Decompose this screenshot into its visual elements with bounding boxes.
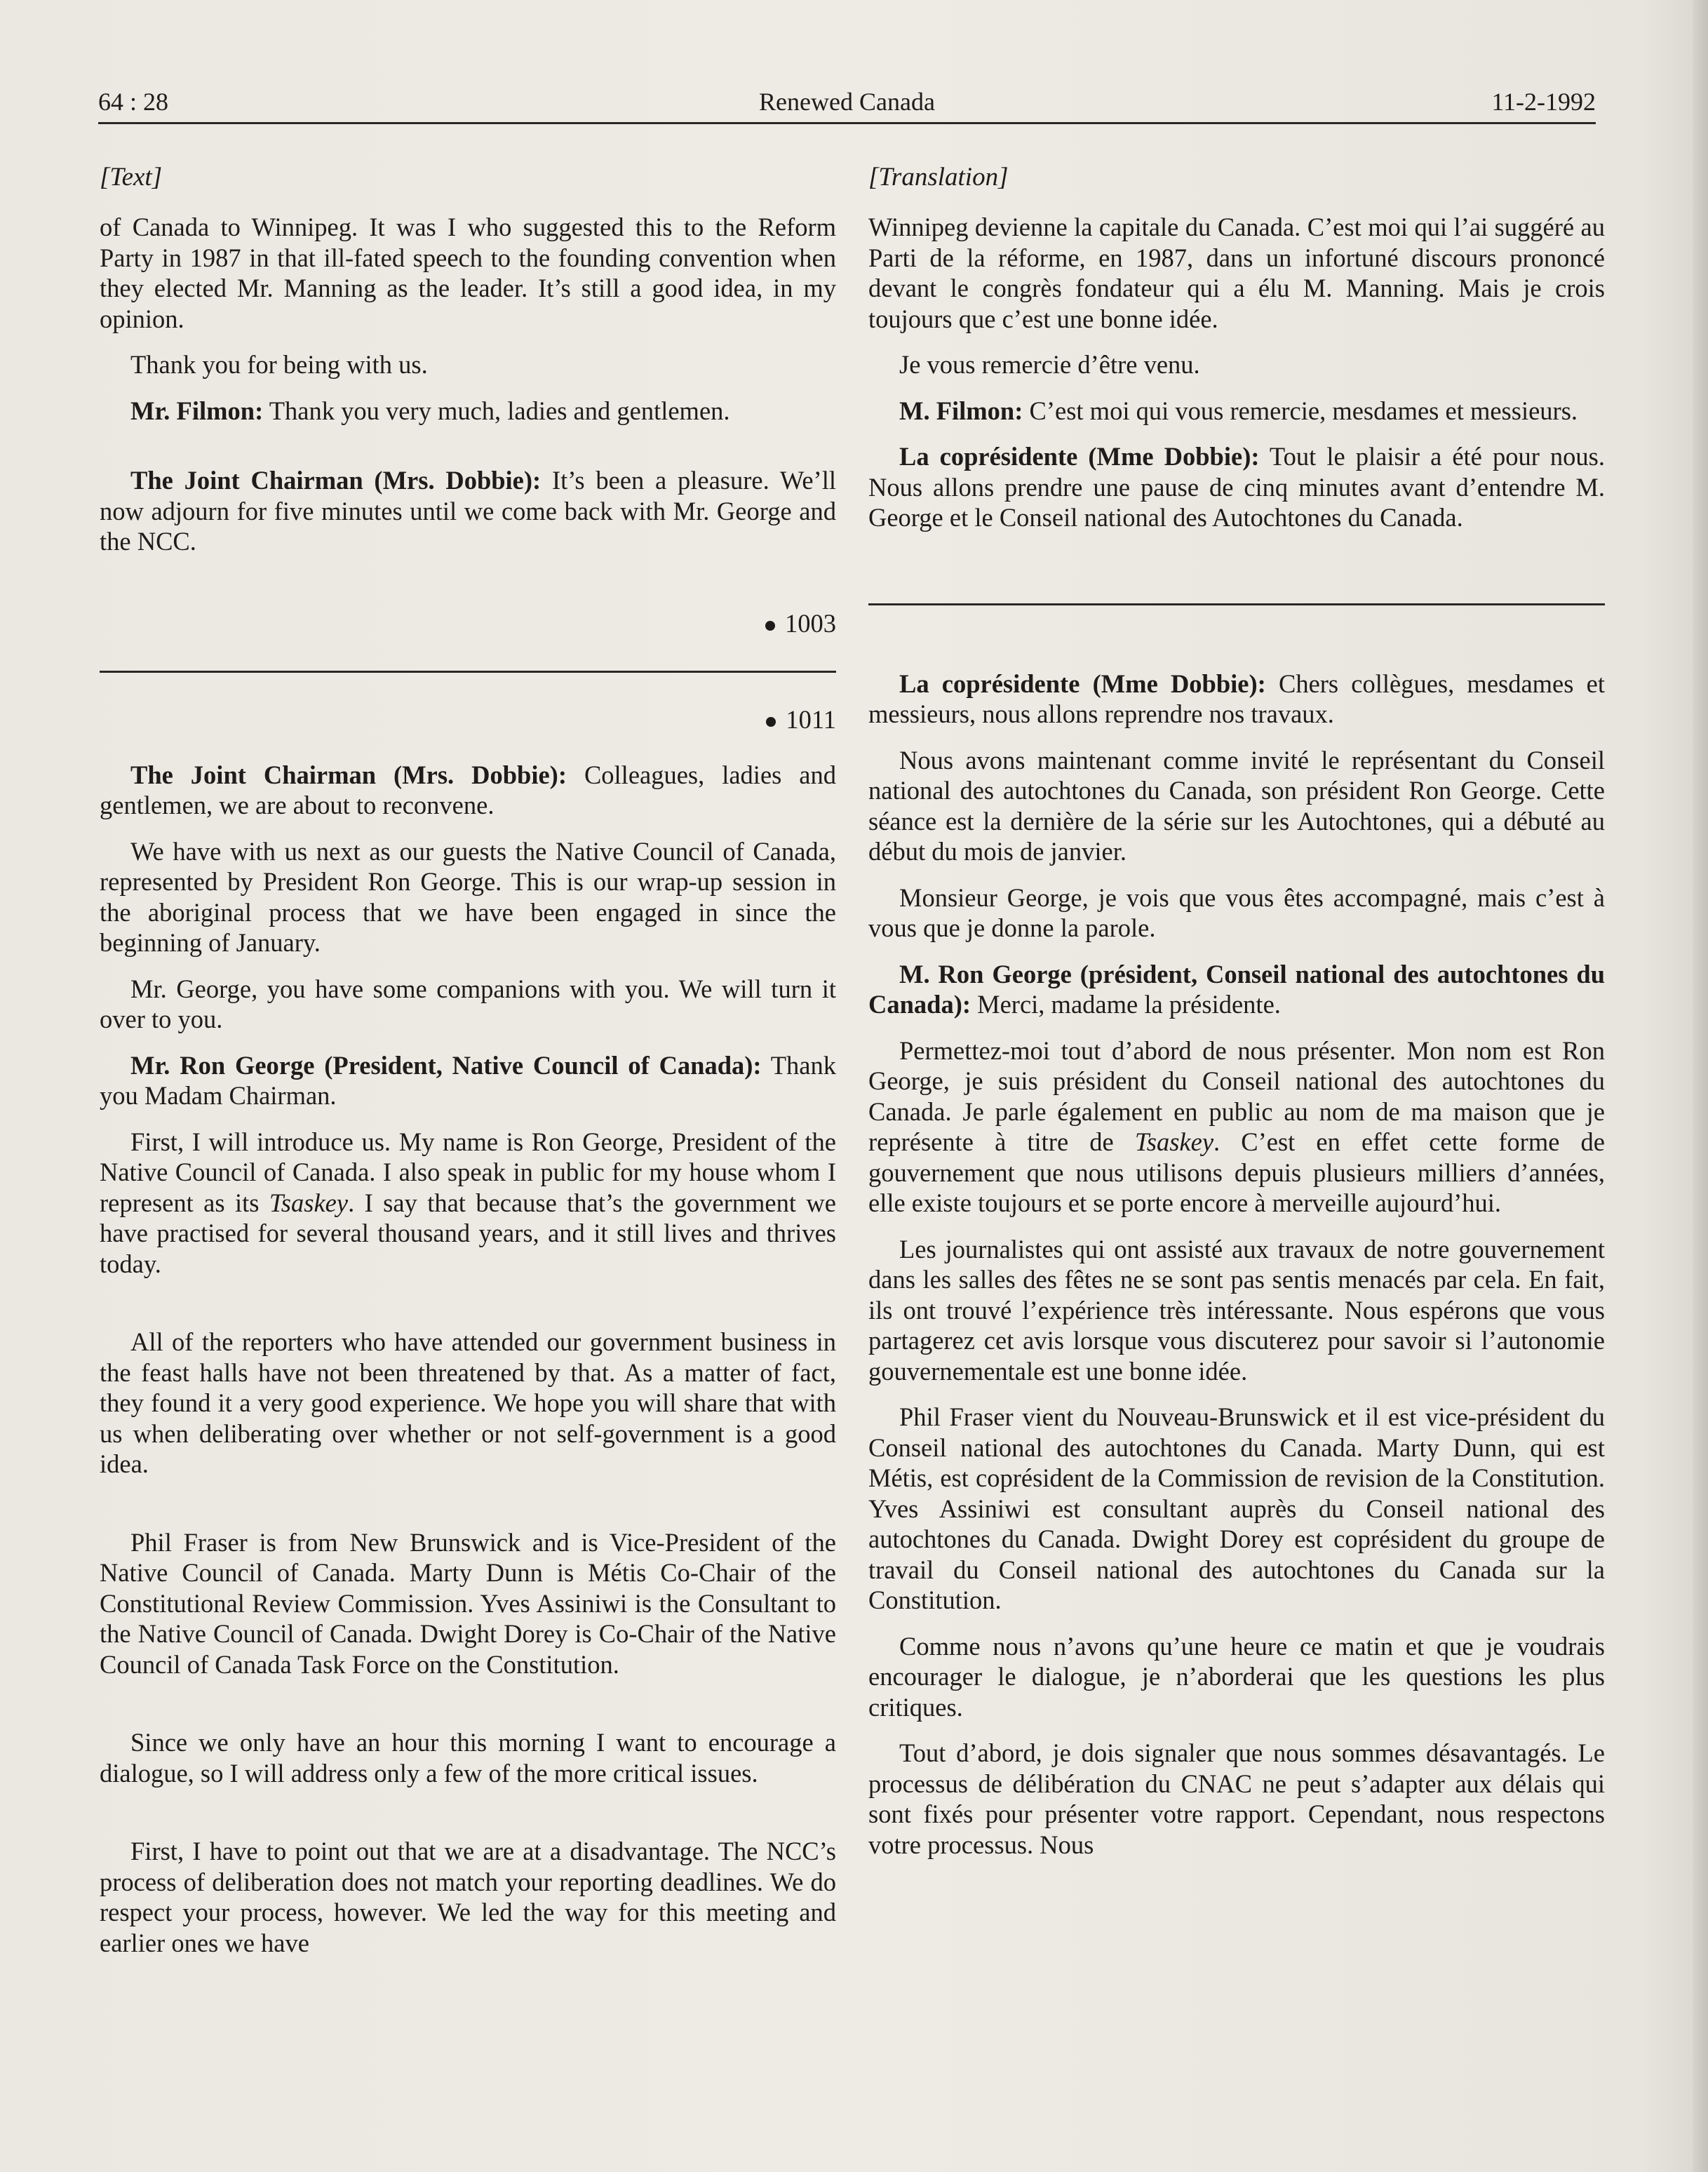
spacer <box>100 1695 836 1727</box>
speech-text: Chers collègues, mesdames et messieurs, nous allons reprendre nos travaux. <box>868 669 1605 728</box>
paragraph: All of the reporters who have attended our government business in the feast halls have not been threatened by that. As a matter of fact, they found it a very good experience. We hope you will share that with us when deliberating over whether or not self-government is a good idea. <box>100 1327 836 1478</box>
paragraph <box>100 1127 836 1280</box>
speaker-paragraph <box>100 396 836 427</box>
text-run: . C’est en effet cette forme de gouvernement que nous utilisons depuis plusieurs milliers d’années, elle existe toujours et se porte encore à merveille aujourd’hui. <box>868 1127 1605 1217</box>
paragraph: First, I have to point out that we are at a disadvantage. The NCC’s process of deliberation does not match your reporting deadlines. We do respect your process, however. We led the way for this meeting and earlier ones we have <box>100 1837 836 1957</box>
speaker-paragraph <box>868 669 1605 730</box>
time-value: 1011 <box>786 704 836 734</box>
speech-text: Tout le plaisir a été pour nous. Nous allons prendre une pause de cinq minutes avant d’entendre M. George et le Conseil national des Autochtones du Canada. <box>868 442 1605 532</box>
speaker-paragraph <box>100 465 836 557</box>
spacer <box>868 549 1605 572</box>
speaker-paragraph <box>868 959 1605 1020</box>
spacer <box>868 636 1605 669</box>
paragraph: Les journalistes qui ont assisté aux travaux de notre gouvernement dans les salles des fêtes ne se sont pas sentis menacés par cela. En fait, ils ont trouvé l’expérience très intéressante. Nous espérons que vous partagerez cet avis lorsque vous discuterez pour savoir si l’autonomie gouvernementale est une bonne idée. <box>868 1234 1605 1386</box>
speaker-paragraph <box>868 441 1605 533</box>
running-header <box>98 83 1596 124</box>
speaker-name: M. Ron George (président, Conseil national des autochtones du Canada): <box>868 959 1605 1019</box>
spacer <box>100 572 836 605</box>
speaker-paragraph <box>868 396 1605 427</box>
speaker-paragraph <box>100 1050 836 1111</box>
speaker-name: The Joint Chairman (Mrs. Dobbie): <box>130 760 567 789</box>
paragraph: Monsieur George, je vois que vous êtes accompagné, mais c’est à vous que je donne la parole. <box>868 883 1605 942</box>
speech-text: Merci, madame la présidente. <box>971 990 1281 1019</box>
speaker-name: The Joint Chairman (Mrs. Dobbie): <box>130 466 542 495</box>
speech-text: Colleagues, ladies and gentlemen, we are about to reconvene. <box>100 760 837 819</box>
time-marker <box>100 704 836 736</box>
header-date: 11-2-1992 <box>1491 88 1596 116</box>
speech-text: It’s been a pleasure. We’ll now adjourn for five minutes until we come back with Mr. George and the NCC. <box>100 466 836 556</box>
text-run: First, I will introduce us. My name is Ron George, President of the Native Council of Canada. I also speak in public for my house whom I represent as its <box>100 1127 836 1217</box>
paragraph: Thank you for being with us. <box>130 350 428 379</box>
speaker-name: Mr. Filmon: <box>130 396 264 425</box>
paragraph <box>868 1035 1605 1219</box>
spacer <box>100 1294 836 1327</box>
french-column <box>868 161 1605 2140</box>
section-divider <box>868 603 1605 605</box>
speaker-name: La coprésidente (Mme Dobbie): <box>899 442 1260 471</box>
english-column <box>100 161 836 2140</box>
time-marker <box>100 608 836 640</box>
speech-text: Thank you Madam Chairman. <box>100 1050 836 1110</box>
paragraph: Je vous remercie d’être venu. <box>899 350 1200 379</box>
page-number: 64 : 28 <box>98 88 169 116</box>
bullet-icon <box>766 717 776 727</box>
spacer <box>100 441 836 465</box>
spacer <box>100 1495 836 1527</box>
paragraph: Winnipeg devienne la capitale du Canada. C’est moi qui l’ai suggéré au Parti de la réforme, en 1987, dans un infortuné discours prononcé devant le congrès fondateur qui a élu M. Manning. Mais je crois toujours que c’est une bonne idée. <box>868 213 1605 333</box>
time-value: 1003 <box>785 608 836 638</box>
paragraph: Nous avons maintenant comme invité le représentant du Conseil national des autochtones du Canada, son président Ron George. Cette séance est la dernière de la série sur les Autochtones, qui a débuté au début du mois de janvier. <box>868 745 1605 866</box>
paragraph: Phil Fraser vient du Nouveau-Brunswick et il est vice-président du Conseil national des autochtones du Canada. Marty Dunn, qui est Métis, est coprésident de la Commission de revision de la Constitution. Yves Assiniwi est consultant auprès du Conseil national des autochtones du Canada. Dwight Dorey est coprésident du groupe de travail du Conseil national des autochtones du Canada sur la Constitution. <box>868 1402 1605 1614</box>
page-edge-shadow <box>1693 0 1708 2172</box>
speaker-name: La coprésidente (Mme Dobbie): <box>899 669 1266 698</box>
paragraph: We have with us next as our guests the Native Council of Canada, represented by President Ron George. This is our wrap-up session in the aboriginal process that we have been engaged in since the beginning of January. <box>100 836 836 957</box>
speaker-name: Mr. Ron George (President, Native Council of Canada): <box>130 1050 762 1080</box>
paragraph: Phil Fraser is from New Brunswick and is Vice-President of the Native Council of Canada. Marty Dunn is Métis Co-Chair of the Constitutional Review Commission. Yves Assiniwi is the Consultant to the Native Council of Canada. Dwight Dorey is Co-Chair of the Native Council of Canada Task Force on the Constitution. <box>100 1527 836 1679</box>
paragraph: Mr. George, you have some companions with you. We will turn it over to you. <box>100 974 836 1033</box>
text-run: Permettez-moi tout d’abord de nous présenter. Mon nom est Ron George, je suis président du Conseil national des autochtones du Canada. Je parle également en public au nom de ma maison que je représente à titre de <box>868 1035 1605 1156</box>
spacer <box>100 1804 836 1836</box>
italic-term: Tsaskey <box>1134 1127 1214 1156</box>
bullet-icon <box>765 621 775 631</box>
text-run: . I say that because that’s the government we have practised for several thousand years, and it still lives and thrives today. <box>100 1188 836 1278</box>
speech-text: C’est moi qui vous remercie, mesdames et messieurs. <box>1023 396 1578 425</box>
paragraph: Tout d’abord, je dois signaler que nous sommes désavantagés. Le processus de délibération du CNAC ne peut s’adapter aux délais qui sont fixés pour présenter votre rapport. Cependant, nous respectons votre processus. Nous <box>868 1738 1605 1859</box>
speaker-name: M. Filmon: <box>899 396 1023 425</box>
paragraph: Since we only have an hour this morning I want to encourage a dialogue, so I will address only a few of the more critical issues. <box>100 1728 836 1788</box>
column-label-text: [Text] <box>100 163 163 192</box>
italic-term: Tsaskey <box>269 1188 349 1217</box>
column-label-translation: [Translation] <box>868 163 1009 192</box>
header-title: Renewed Canada <box>759 88 935 116</box>
speech-text: Thank you very much, ladies and gentlemen. <box>263 396 730 425</box>
speaker-paragraph <box>100 760 836 821</box>
paragraph: of Canada to Winnipeg. It was I who suggested this to the Reform Party in 1987 in that ill-fated speech to the founding convention when they elected Mr. Manning as the leader. It’s still a good idea, in my opinion. <box>100 213 836 333</box>
section-divider <box>100 671 836 673</box>
spacer <box>100 736 836 760</box>
paragraph: Comme nous n’avons qu’une heure ce matin et que je voudrais encourager le dialogue, je n’aborderai que les questions les plus critiques. <box>868 1631 1605 1722</box>
